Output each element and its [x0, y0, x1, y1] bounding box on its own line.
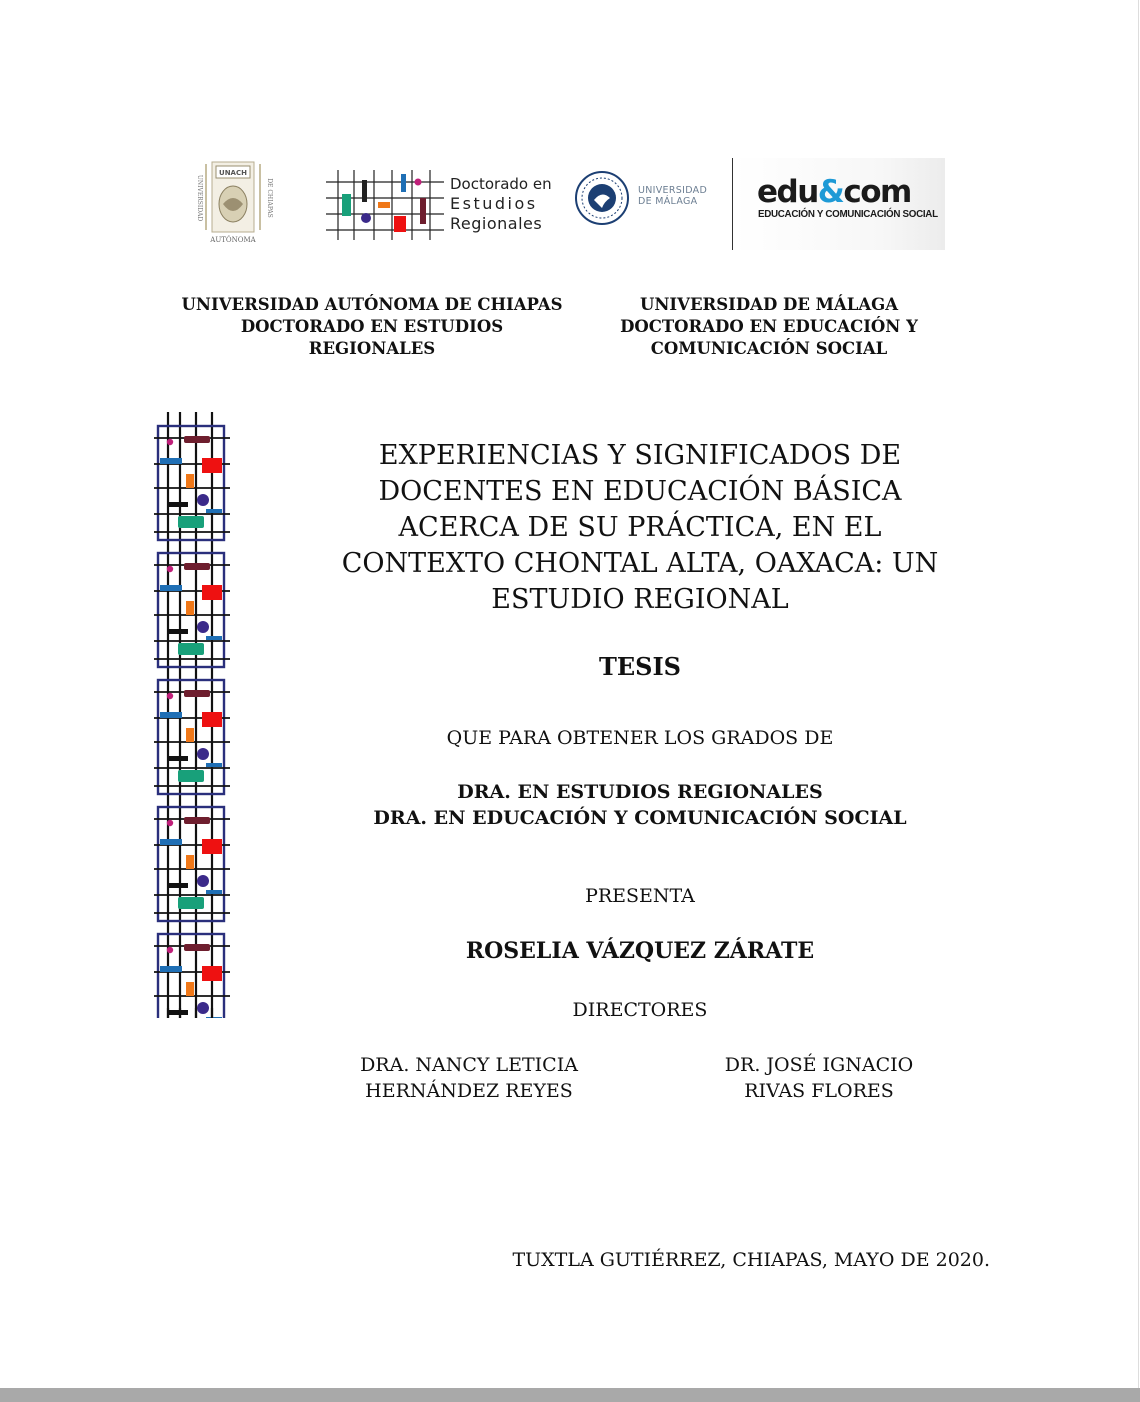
pattern-shape	[186, 728, 194, 742]
university-right-heading	[588, 294, 950, 360]
pattern-shape	[160, 585, 182, 591]
pattern-shape	[197, 748, 209, 760]
degree-item: DRA. EN ESTUDIOS REGIONALES	[457, 781, 823, 803]
pattern-shape	[178, 516, 204, 528]
degree-item: DRA. EN EDUCACIÓN Y COMUNICACIÓN SOCIAL	[373, 807, 907, 829]
pattern-shape	[184, 817, 210, 824]
pattern-shape	[168, 502, 188, 507]
svg-text:AUTÓNOMA: AUTÓNOMA	[210, 236, 256, 244]
svg-text:UNIVERSIDAD: UNIVERSIDAD	[196, 174, 203, 222]
decorative-pattern-strip	[150, 412, 234, 1018]
pattern-shape	[160, 458, 182, 464]
svg-text:UNACH: UNACH	[219, 169, 247, 177]
pattern-shape	[206, 636, 222, 640]
pattern-shape	[202, 839, 222, 854]
pattern-shape	[186, 982, 194, 996]
malaga-logo-line1: UNIVERSIDAD	[638, 185, 708, 196]
educom-wordmark: edu&com	[757, 174, 911, 210]
director-left	[334, 1052, 604, 1104]
thesis-title-line: EXPERIENCIAS Y SIGNIFICADOS DE	[378, 440, 902, 471]
pattern-shape	[184, 436, 210, 443]
pattern-shape	[168, 883, 188, 888]
director-left-line: DRA. NANCY LETICIA	[360, 1054, 578, 1076]
presenta-label: PRESENTA	[585, 885, 695, 907]
director-left-line: HERNÁNDEZ REYES	[365, 1080, 573, 1102]
place-and-date: TUXTLA GUTIÉRREZ, CHIAPAS, MAYO DE 2020.	[512, 1249, 990, 1271]
university-left-heading	[162, 294, 582, 360]
thesis-title	[310, 438, 970, 618]
pattern-shape	[178, 770, 204, 782]
pattern-shape	[197, 494, 209, 506]
university-left-line: UNIVERSIDAD AUTÓNOMA DE CHIAPAS	[181, 295, 563, 314]
pattern-shape	[184, 690, 210, 697]
doctorado-logo-line2: Estudios	[450, 194, 538, 213]
thesis-title-line: ACERCA DE SU PRÁCTICA, EN EL	[398, 512, 882, 543]
director-right-line: DR. JOSÉ IGNACIO	[724, 1054, 914, 1076]
university-right-line: UNIVERSIDAD DE MÁLAGA	[639, 295, 899, 314]
directors-label: DIRECTORES	[572, 999, 708, 1021]
doctorado-logo-line1: Doctorado en	[450, 175, 552, 193]
doctorado-logo-line3: Regionales	[450, 214, 543, 233]
pattern-shape	[160, 966, 182, 972]
svg-text:DE CHIAPAS: DE CHIAPAS	[266, 178, 273, 218]
degrees-list	[310, 779, 970, 831]
pattern-shape	[197, 621, 209, 633]
pattern-shape	[206, 890, 222, 894]
thesis-title-line: CONTEXTO CHONTAL ALTA, OAXACA: UN	[341, 548, 939, 579]
pattern-shape	[186, 601, 194, 615]
pattern-shape	[202, 966, 222, 981]
malaga-logo-line2: DE MÁLAGA	[638, 196, 698, 207]
university-right-line: COMUNICACIÓN SOCIAL	[650, 339, 888, 358]
director-right-line: RIVAS FLORES	[744, 1080, 894, 1102]
pattern-shape	[186, 474, 194, 488]
pattern-shape	[167, 439, 173, 445]
pattern-shape	[167, 947, 173, 953]
malaga-seal-icon	[574, 170, 630, 226]
pattern-shape	[206, 509, 222, 513]
pattern-shape	[167, 566, 173, 572]
pattern-shape	[178, 643, 204, 655]
pattern-shape	[167, 820, 173, 826]
pattern-shape	[168, 756, 188, 761]
pattern-shape	[168, 1010, 188, 1015]
pattern-shape	[184, 944, 210, 951]
viewer-bottom-bar	[0, 1388, 1140, 1402]
pattern-shape	[167, 693, 173, 699]
pattern-shape	[178, 897, 204, 909]
doctorado-estudios-regionales-logo	[326, 168, 556, 243]
pattern-shape	[197, 875, 209, 887]
degree-purpose: QUE PARA OBTENER LOS GRADOS DE	[446, 727, 834, 749]
university-left-line: REGIONALES	[308, 339, 436, 358]
educom-subtitle: EDUCACIÓN Y COMUNICACIÓN SOCIAL	[758, 209, 938, 220]
pattern-shape	[206, 763, 222, 767]
university-right-line: DOCTORADO EN EDUCACIÓN Y	[620, 317, 918, 336]
director-right	[690, 1052, 948, 1104]
document-type: TESIS	[598, 652, 682, 681]
pattern-shape	[197, 1002, 209, 1014]
pattern-shape	[160, 712, 182, 718]
pattern-shape	[184, 563, 210, 570]
thesis-title-line: DOCENTES EN EDUCACIÓN BÁSICA	[378, 476, 902, 507]
pattern-shape	[160, 839, 182, 845]
pattern-shape	[206, 1017, 222, 1018]
educom-logo	[732, 158, 945, 250]
pattern-shape	[202, 585, 222, 600]
pattern-shape	[202, 712, 222, 727]
universidad-malaga-logo	[574, 170, 724, 226]
unach-seal-logo	[192, 158, 274, 246]
university-left-line: DOCTORADO EN ESTUDIOS	[240, 317, 504, 336]
thesis-title-line: ESTUDIO REGIONAL	[491, 584, 789, 615]
pattern-shape	[202, 458, 222, 473]
pattern-shape	[186, 855, 194, 869]
pattern-shape	[168, 629, 188, 634]
author-name: ROSELIA VÁZQUEZ ZÁRATE	[465, 938, 815, 964]
